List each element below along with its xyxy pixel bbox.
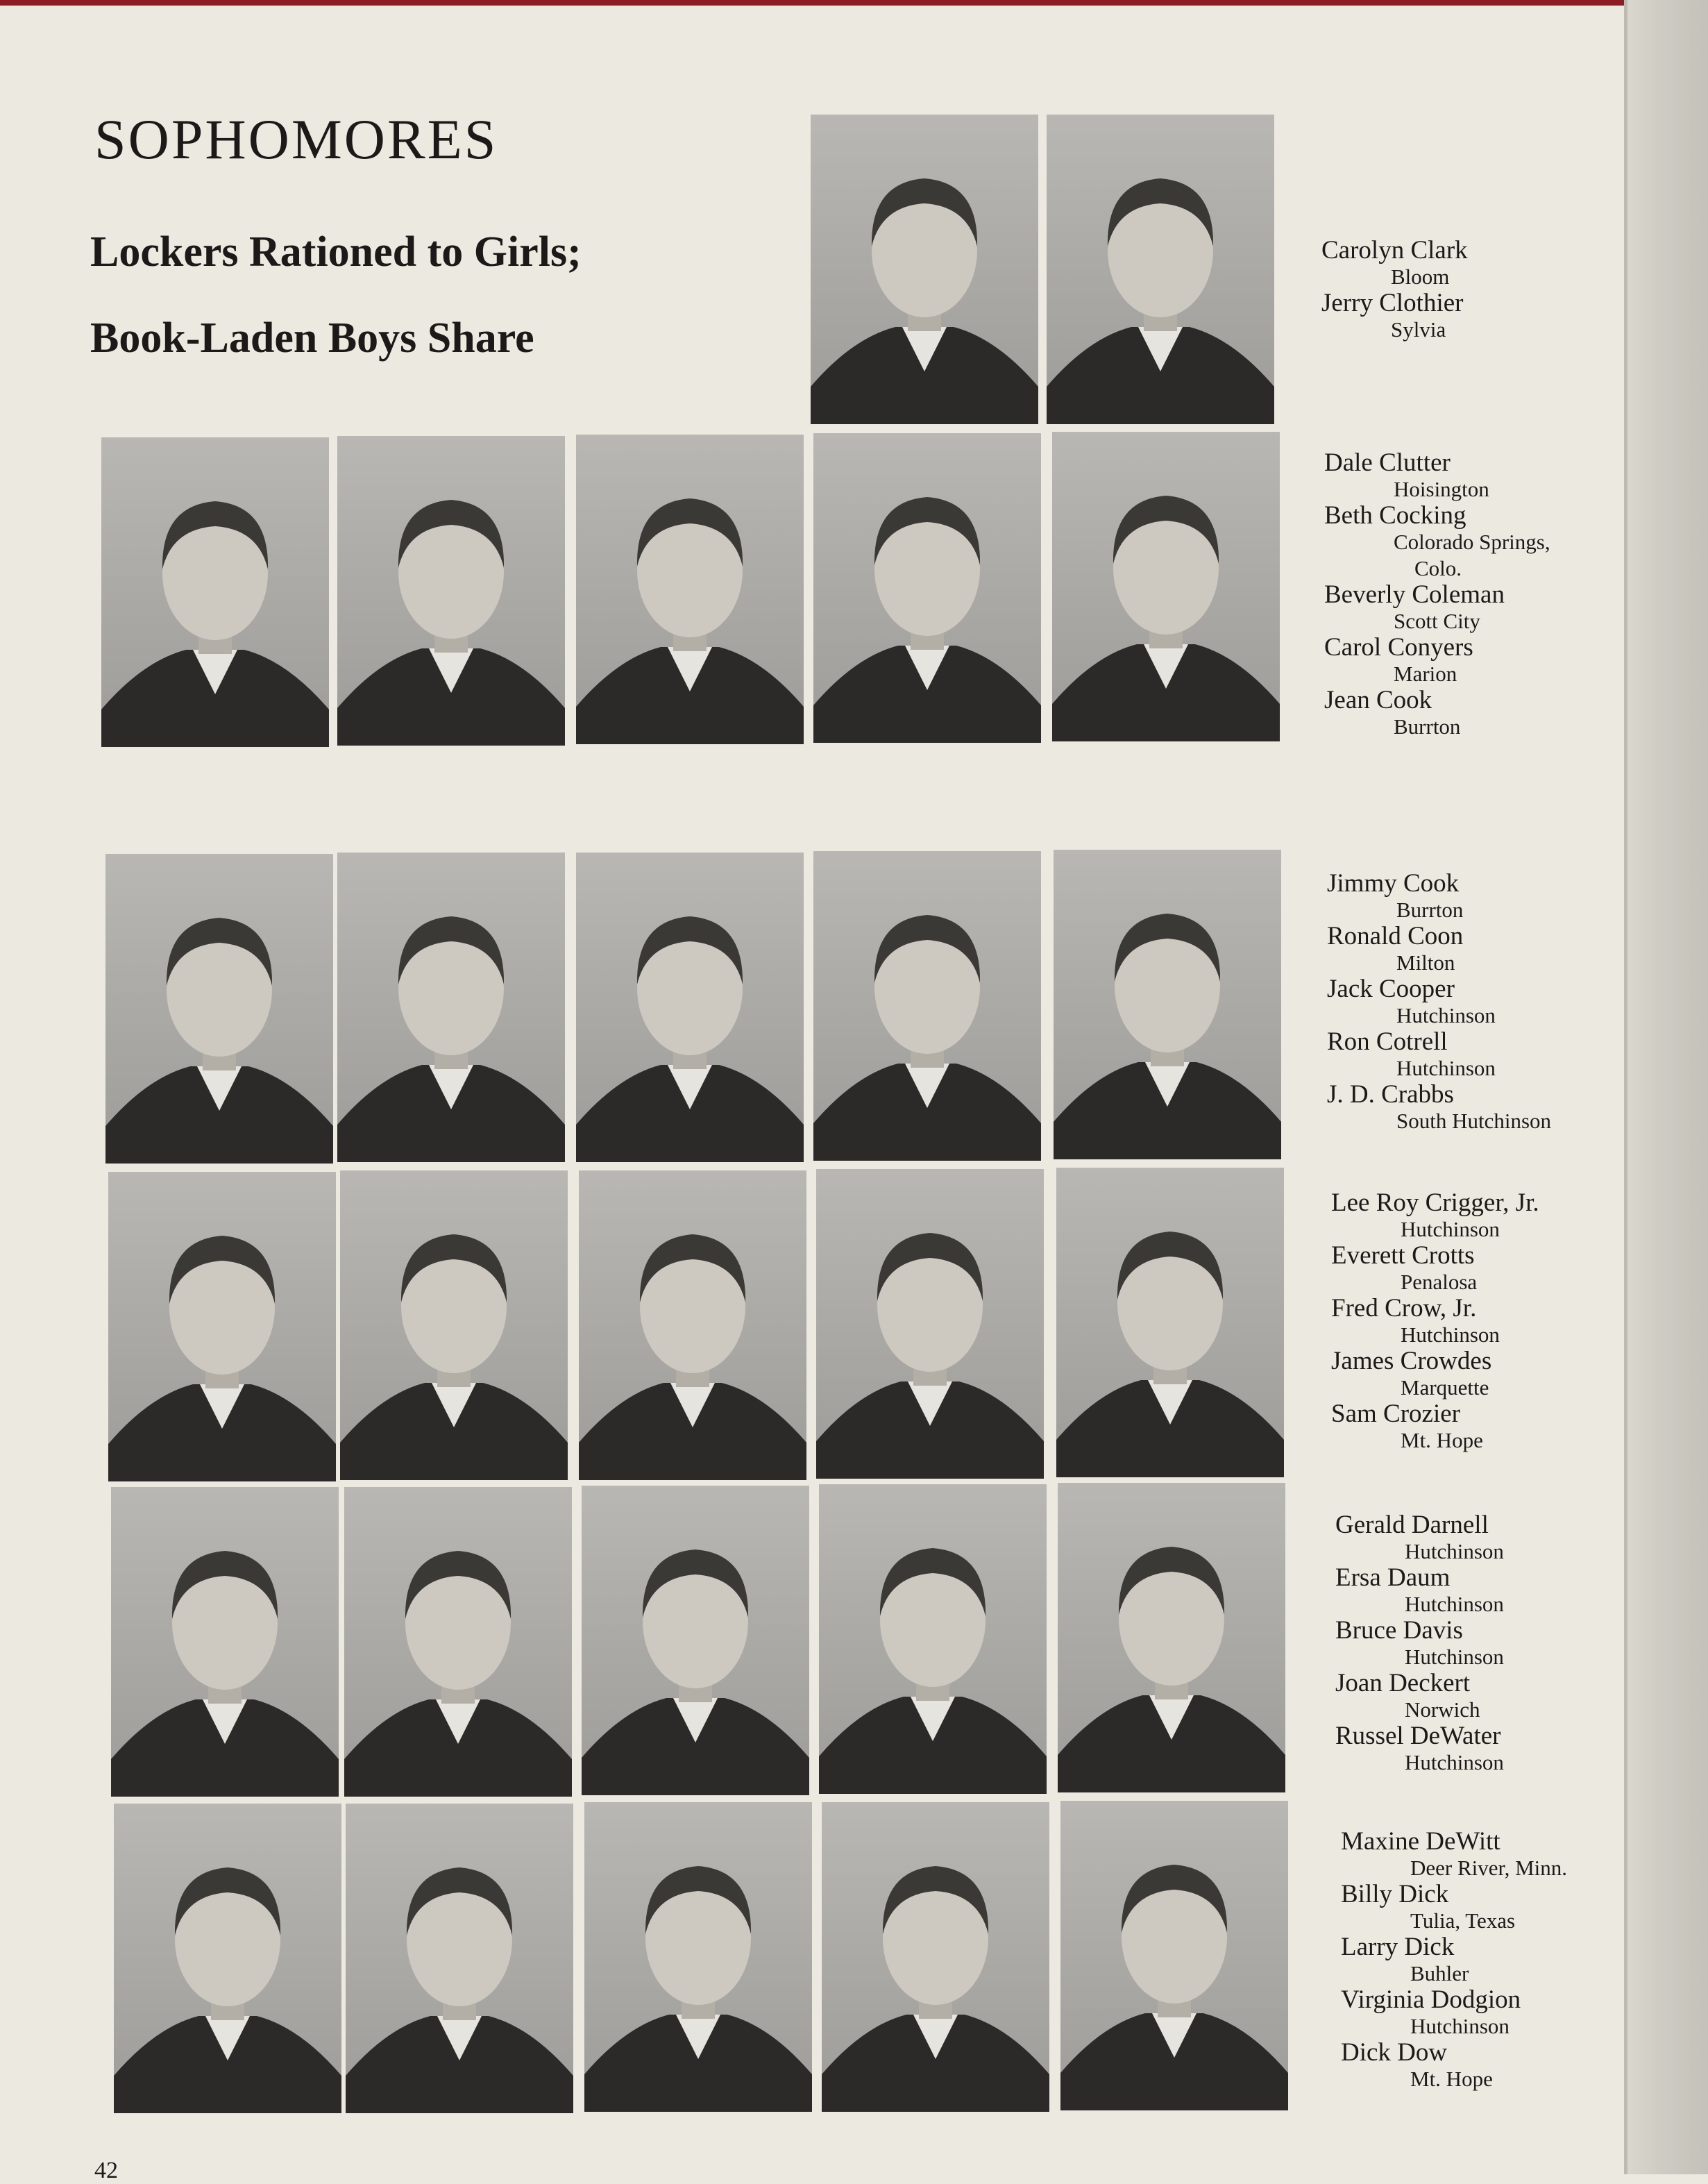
student-photo <box>1056 1168 1284 1477</box>
top-border <box>0 0 1631 6</box>
student-hometown: South Hutchinson <box>1396 1109 1552 1133</box>
portrait-silhouette <box>108 1172 336 1481</box>
student-name: Jimmy Cook <box>1327 869 1460 898</box>
student-name: Dick Dow <box>1341 2038 1448 2067</box>
student-name: Ron Cotrell <box>1327 1027 1448 1056</box>
student-name: Beverly Coleman <box>1324 580 1505 609</box>
student-photo <box>584 1802 812 2112</box>
portrait-silhouette <box>114 1804 341 2113</box>
student-hometown: Norwich <box>1405 1697 1480 1722</box>
headline-line-2: Book-Laden Boys Share <box>90 314 534 362</box>
student-hometown: Hoisington <box>1394 477 1489 501</box>
student-hometown: Marquette <box>1401 1375 1489 1400</box>
portrait-silhouette <box>337 852 565 1162</box>
caption-block <box>1341 1829 1605 2092</box>
portrait-silhouette <box>1058 1483 1285 1792</box>
student-hometown-line-2: Colo. <box>1414 556 1462 580</box>
student-photo <box>1054 850 1281 1159</box>
portrait-silhouette <box>340 1170 568 1480</box>
student-hometown: Buhler <box>1410 1961 1469 1985</box>
student-photo <box>579 1170 806 1480</box>
student-hometown: Milton <box>1396 950 1455 975</box>
caption-block <box>1331 1190 1595 1454</box>
student-name: Ronald Coon <box>1327 922 1464 950</box>
student-photo <box>811 115 1038 424</box>
portrait-silhouette <box>1047 115 1274 424</box>
student-hometown: Mt. Hope <box>1410 2067 1493 2091</box>
student-photo <box>108 1172 336 1481</box>
student-photo <box>105 854 333 1164</box>
portrait-silhouette <box>105 854 333 1164</box>
student-photo <box>816 1169 1044 1479</box>
portrait-silhouette <box>346 1804 573 2113</box>
portrait-silhouette <box>101 437 329 747</box>
portrait-silhouette <box>816 1169 1044 1479</box>
section-title: SOPHOMORES <box>94 108 498 171</box>
student-hometown: Hutchinson <box>1405 1539 1504 1563</box>
student-name: Gerald Darnell <box>1335 1511 1489 1539</box>
portrait-silhouette <box>584 1802 812 2112</box>
student-name: Maxine DeWitt <box>1341 1827 1500 1856</box>
student-photo <box>819 1484 1047 1794</box>
student-hometown: Tulia, Texas <box>1410 1908 1516 1933</box>
portrait-silhouette <box>111 1487 339 1797</box>
student-hometown: Sylvia <box>1391 317 1446 342</box>
student-hometown: Hutchinson <box>1401 1322 1500 1347</box>
portrait-silhouette <box>576 852 804 1162</box>
student-name: Carol Conyers <box>1324 633 1473 662</box>
student-hometown: Hutchinson <box>1405 1645 1504 1669</box>
student-hometown: Bloom <box>1391 264 1450 289</box>
student-name: Everett Crotts <box>1331 1241 1475 1270</box>
portrait-silhouette <box>582 1486 809 1795</box>
student-name: Sam Crozier <box>1331 1400 1460 1428</box>
student-name: James Crowdes <box>1331 1347 1492 1375</box>
student-name: J. D. Crabbs <box>1327 1080 1454 1109</box>
portrait-silhouette <box>1056 1168 1284 1477</box>
student-photo <box>114 1804 341 2113</box>
student-name: Jack Cooper <box>1327 975 1455 1003</box>
page-gutter <box>1627 0 1708 2174</box>
student-hometown: Colorado Springs, <box>1394 530 1550 554</box>
portrait-silhouette <box>337 436 565 746</box>
student-name: Russel DeWater <box>1335 1722 1501 1750</box>
student-hometown: Hutchinson <box>1405 1750 1504 1774</box>
student-photo <box>346 1804 573 2113</box>
portrait-silhouette <box>344 1487 572 1797</box>
student-photo <box>337 852 565 1162</box>
portrait-silhouette <box>811 115 1038 424</box>
student-hometown: Hutchinson <box>1405 1592 1504 1616</box>
portrait-silhouette <box>1052 432 1280 741</box>
portrait-silhouette <box>813 851 1041 1161</box>
student-photo <box>337 436 565 746</box>
student-photo <box>822 1802 1049 2112</box>
student-hometown: Hutchinson <box>1396 1056 1496 1080</box>
caption-block <box>1327 871 1591 1134</box>
portrait-silhouette <box>1054 850 1281 1159</box>
page-number: 42 <box>94 2158 118 2183</box>
student-name: Joan Deckert <box>1335 1669 1471 1697</box>
student-photo <box>101 437 329 747</box>
student-name: Bruce Davis <box>1335 1616 1463 1645</box>
caption-block <box>1335 1512 1599 1776</box>
student-hometown: Scott City <box>1394 609 1480 633</box>
student-photo <box>582 1486 809 1795</box>
student-photo <box>1058 1483 1285 1792</box>
student-hometown: Burrton <box>1396 898 1464 922</box>
student-photo <box>1060 1801 1288 2110</box>
student-photo <box>576 852 804 1162</box>
headline-line-1: Lockers Rationed to Girls; <box>90 228 582 276</box>
student-photo <box>340 1170 568 1480</box>
student-hometown: Hutchinson <box>1401 1217 1500 1241</box>
student-photo <box>813 433 1041 743</box>
student-hometown: Deer River, Minn. <box>1410 1856 1568 1880</box>
student-hometown: Hutchinson <box>1410 2014 1510 2038</box>
student-photo <box>344 1487 572 1797</box>
student-hometown: Hutchinson <box>1396 1003 1496 1027</box>
student-name: Jean Cook <box>1324 686 1432 714</box>
caption-block <box>1321 237 1585 343</box>
student-name: Billy Dick <box>1341 1880 1449 1908</box>
portrait-silhouette <box>576 435 804 744</box>
student-hometown: Burrton <box>1394 714 1461 739</box>
student-name: Carolyn Clark <box>1321 236 1468 264</box>
student-photo <box>1047 115 1274 424</box>
student-photo <box>1052 432 1280 741</box>
student-photo <box>813 851 1041 1161</box>
student-photo <box>111 1487 339 1797</box>
student-hometown: Marion <box>1394 662 1457 686</box>
student-name: Virginia Dodgion <box>1341 1985 1521 2014</box>
portrait-silhouette <box>819 1484 1047 1794</box>
student-name: Larry Dick <box>1341 1933 1455 1961</box>
student-name: Dale Clutter <box>1324 448 1451 477</box>
student-photo <box>576 435 804 744</box>
student-name: Jerry Clothier <box>1321 289 1464 317</box>
student-name: Ersa Daum <box>1335 1563 1451 1592</box>
student-hometown: Mt. Hope <box>1401 1428 1483 1452</box>
portrait-silhouette <box>822 1802 1049 2112</box>
portrait-silhouette <box>813 433 1041 743</box>
portrait-silhouette <box>579 1170 806 1480</box>
student-name: Beth Cocking <box>1324 501 1466 530</box>
student-hometown: Penalosa <box>1401 1270 1478 1294</box>
student-name: Lee Roy Crigger, Jr. <box>1331 1188 1539 1217</box>
student-name: Fred Crow, Jr. <box>1331 1294 1477 1322</box>
caption-block <box>1324 450 1588 740</box>
portrait-silhouette <box>1060 1801 1288 2110</box>
